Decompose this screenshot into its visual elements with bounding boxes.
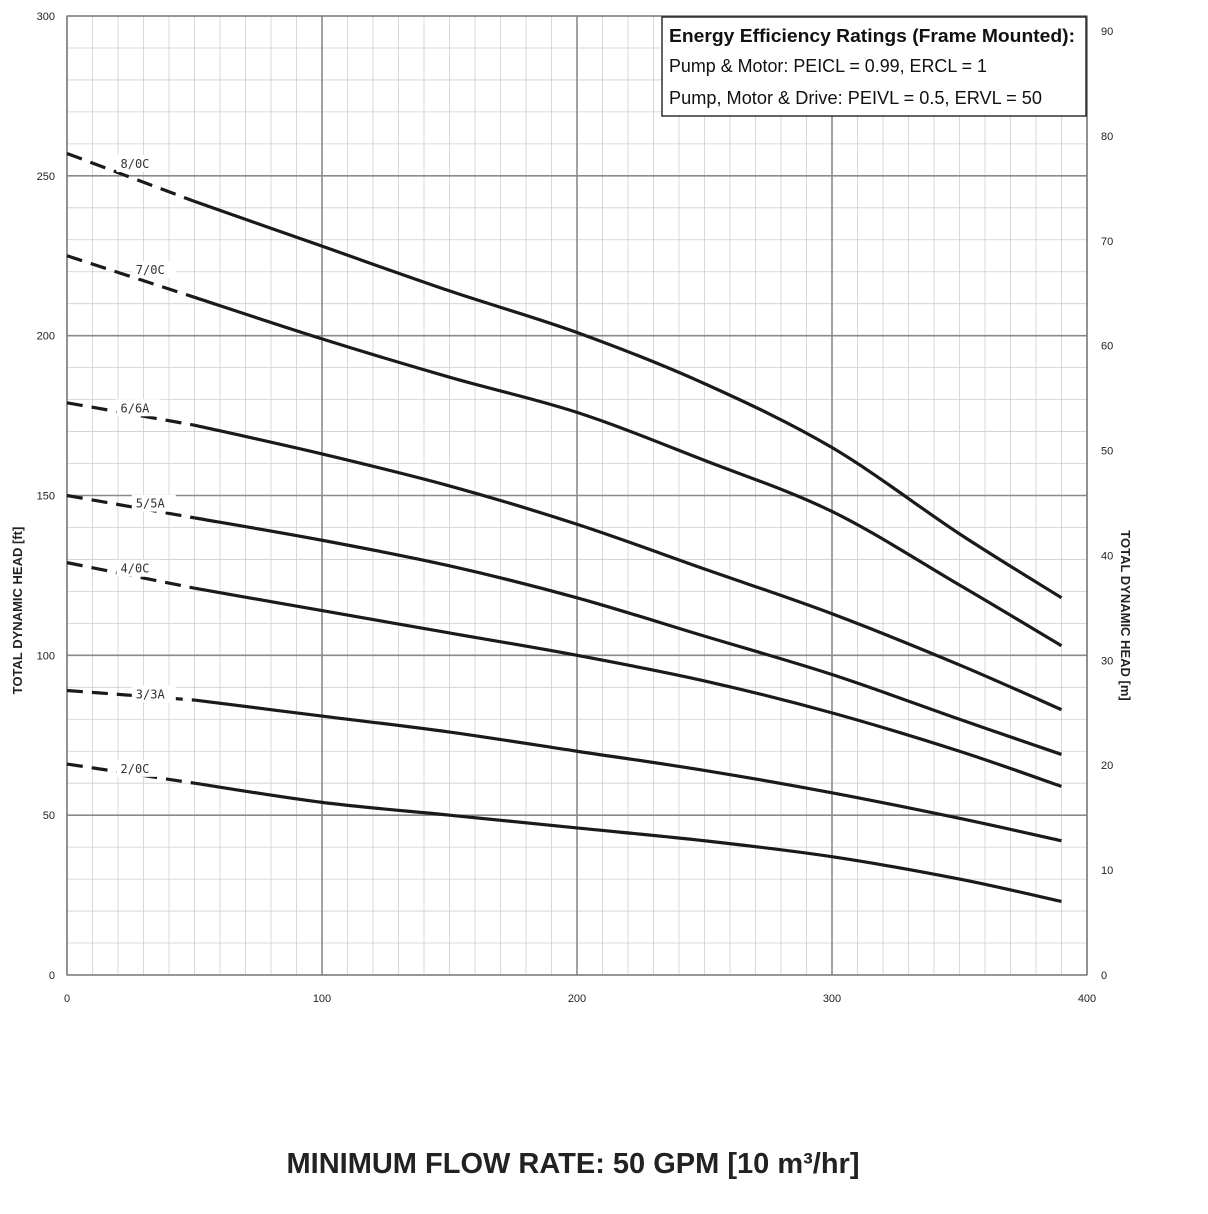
y2-tick-label: 90 <box>1101 26 1114 39</box>
y2-tick-label: 30 <box>1101 655 1114 668</box>
y2-tick-label: 50 <box>1101 445 1114 458</box>
legend-line-pump-motor: Pump & Motor: PEICL = 0.99, ERCL = 1 <box>669 56 987 76</box>
y2-tick-label: 40 <box>1101 550 1114 563</box>
y2-tick-label: 80 <box>1101 130 1114 143</box>
x-tick-label: 400 <box>1077 993 1097 1005</box>
y-tick-label: 100 <box>36 650 55 663</box>
y-axis-ticks <box>37 11 55 982</box>
series-label: 2/0C <box>120 761 150 776</box>
legend-title: Energy Efficiency Ratings (Frame Mounted): <box>669 26 1075 46</box>
x-axis-ticks <box>64 993 1096 1005</box>
series-label: 4/0C <box>120 561 150 576</box>
series-label: 8/0C <box>120 157 150 172</box>
legend-line-pump-motor-drive: Pump, Motor & Drive: PEIVL = 0.5, ERVL = 50 <box>669 88 1042 108</box>
y-tick-label: 300 <box>36 11 55 23</box>
y-tick-label: 50 <box>42 810 55 823</box>
y-axis-title: TOTAL DYNAMIC HEAD [ft] <box>10 526 25 695</box>
y-tick-label: 0 <box>48 970 55 982</box>
series-2-0c <box>67 760 1062 902</box>
y2-tick-label: 70 <box>1101 235 1114 248</box>
series-6-6a <box>67 399 1062 709</box>
series-label: 3/3A <box>135 687 165 702</box>
y-tick-label: 200 <box>36 330 55 343</box>
series-5-5a <box>67 495 1062 755</box>
series-3-3a <box>67 686 1062 841</box>
y2-tick-label: 20 <box>1101 760 1114 773</box>
x-tick-label: 300 <box>822 993 842 1005</box>
y2-axis-title: TOTAL DYNAMIC HEAD [m] <box>1118 530 1133 701</box>
y2-tick-label: 0 <box>1101 970 1108 982</box>
y-tick-label: 150 <box>36 490 55 503</box>
efficiency-legend <box>662 17 1086 116</box>
y2-axis-ticks <box>1101 26 1113 982</box>
x-tick-label: 100 <box>312 993 332 1005</box>
series-label: 7/0C <box>135 263 165 278</box>
minimum-flow-note: MINIMUM FLOW RATE: 50 GPM [10 m³/hr] <box>286 1148 860 1180</box>
y2-tick-label: 60 <box>1101 340 1114 353</box>
x-tick-label: 200 <box>567 993 587 1005</box>
series-8-0c <box>67 153 1062 597</box>
x-tick-label: 0 <box>63 993 71 1005</box>
series-label: 5/5A <box>135 496 165 511</box>
series-7-0c <box>67 256 1062 646</box>
series-label: 6/6A <box>120 401 150 416</box>
y-tick-label: 250 <box>36 170 55 183</box>
y2-tick-label: 10 <box>1101 865 1114 878</box>
